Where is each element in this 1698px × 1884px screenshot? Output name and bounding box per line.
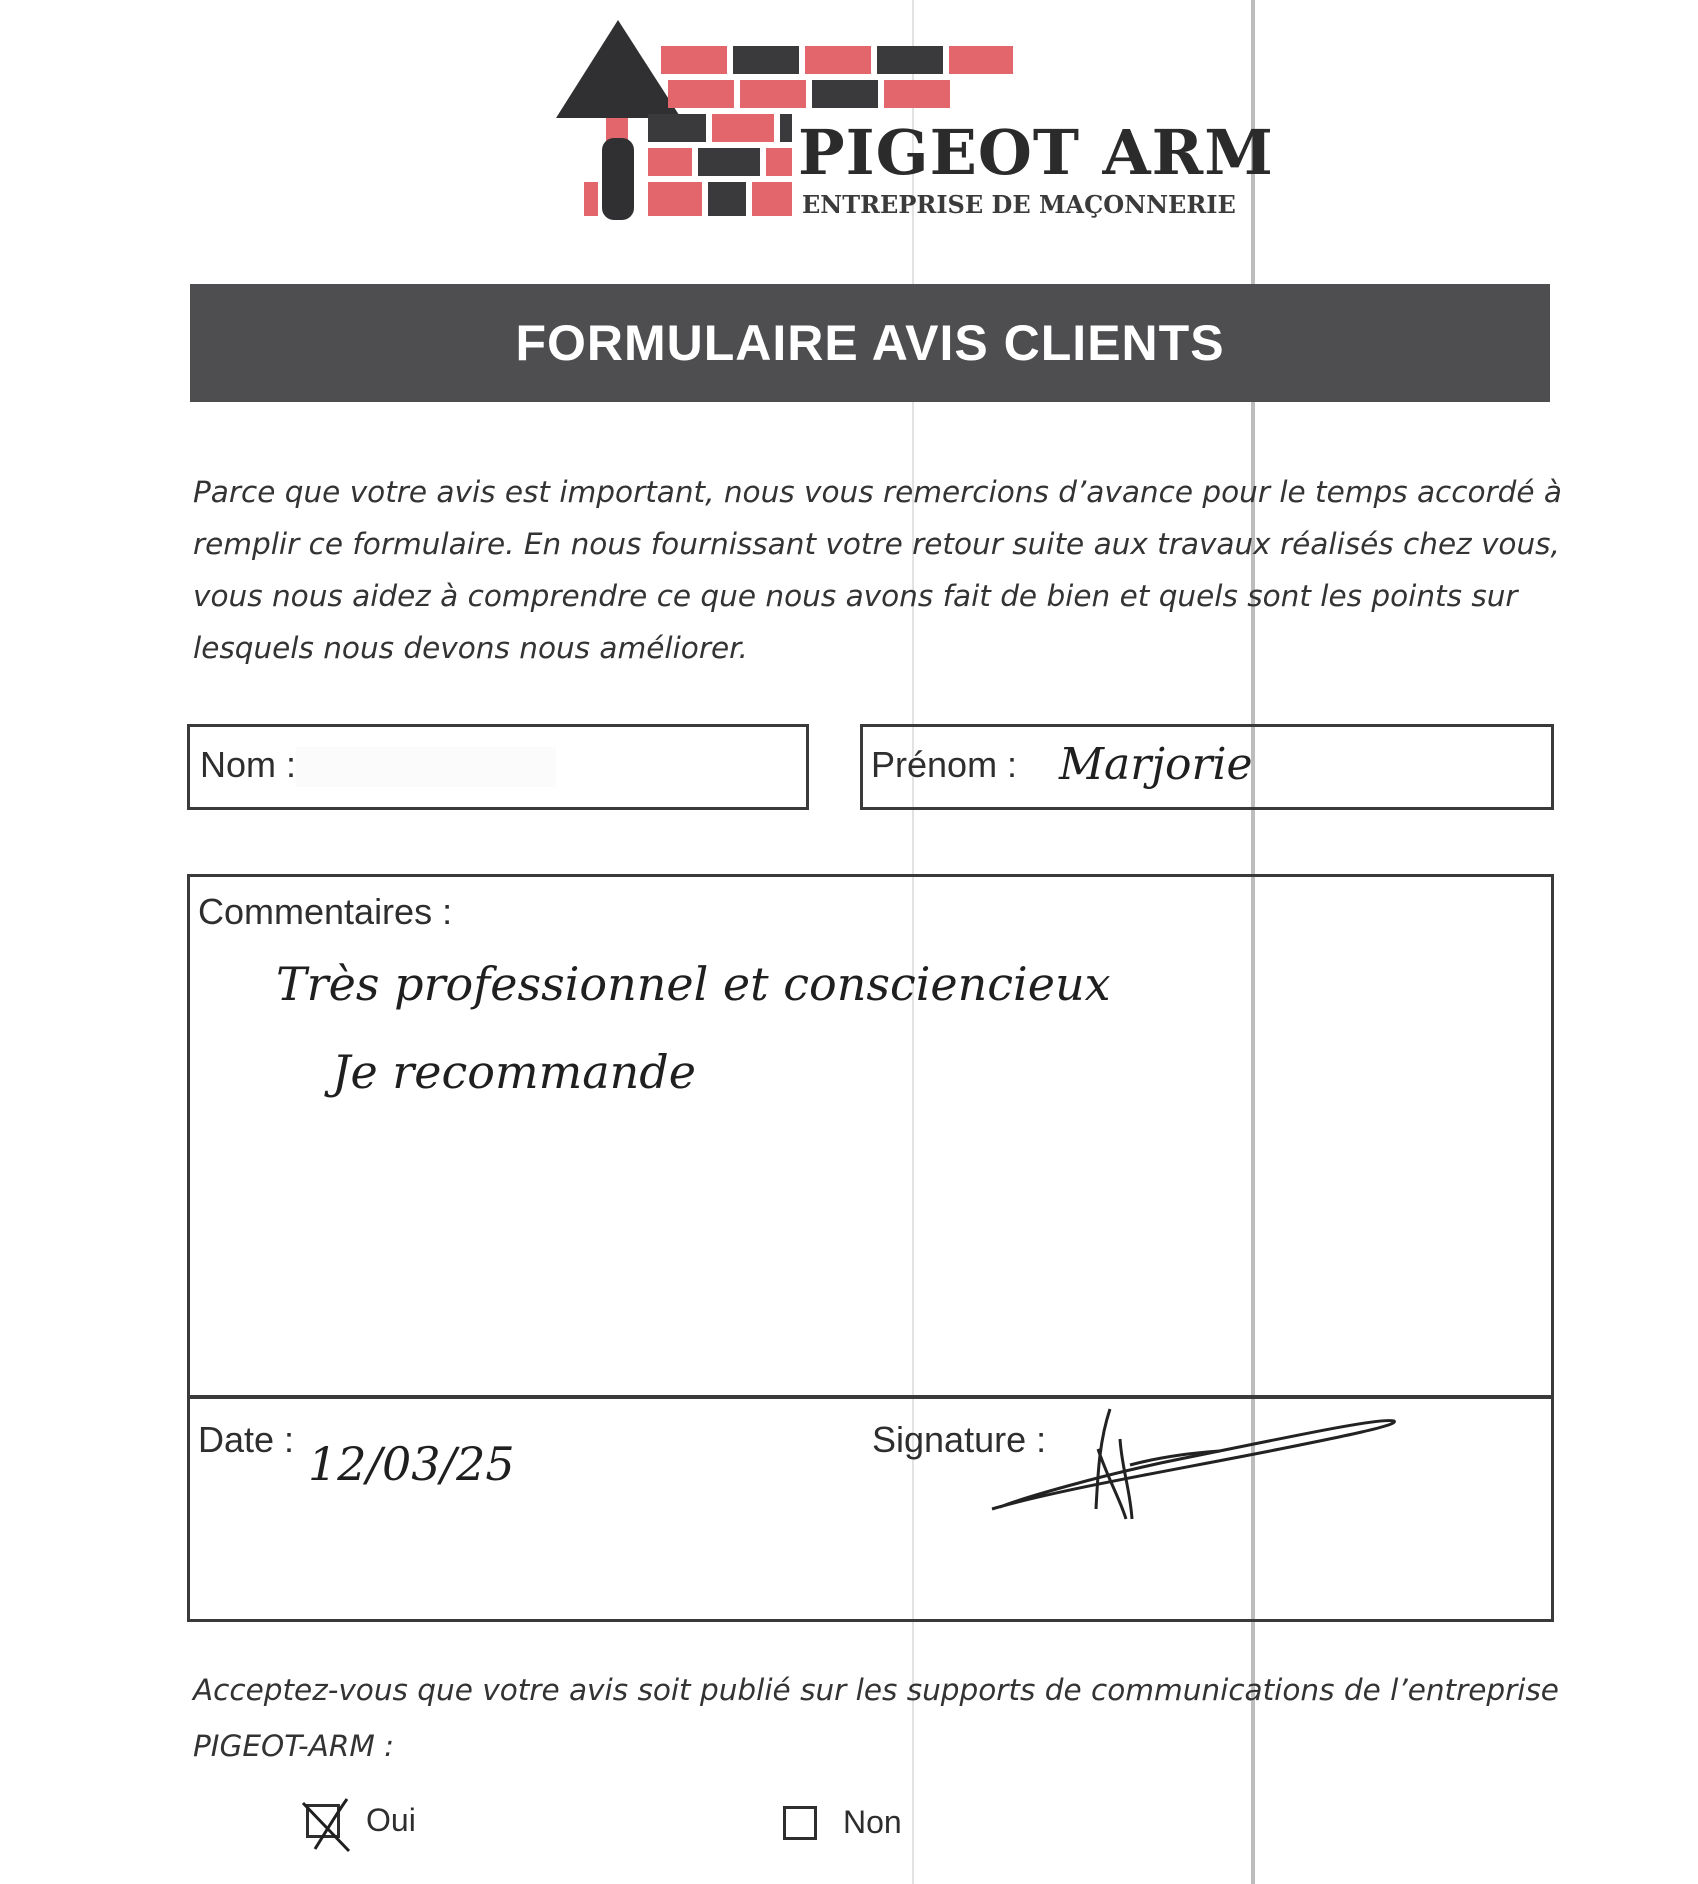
comment-line-2: Je recommande [332,1045,696,1099]
date-label: Date : [198,1419,295,1460]
company-tagline: ENTREPRISE DE MAÇONNERIE [802,190,1236,219]
signature-drawing [980,1399,1420,1539]
option-non[interactable] [783,1804,902,1841]
option-oui-label: Oui [366,1802,416,1838]
name-label: Nom : [200,744,297,785]
firstname-value: Marjorie [1059,739,1253,790]
firstname-field[interactable] [860,724,1554,810]
checkbox-non[interactable] [783,1806,817,1840]
intro-paragraph: Parce que votre avis est important, nous vous remercions d’avance pour le temps accordé à remplir ce formulaire. En nous fournissant votre retour suite aux travaux réalisés chez vous, vous nous aidez à comprendre ce que nous avons fait de bien et quels sont les points sur lesquels nous devons nous améliorer. [193,475,1562,665]
name-field[interactable] [187,724,809,810]
firstname-label: Prénom : [871,744,1018,785]
comments-label: Commentaires : [198,891,453,932]
consent-question: Acceptez-vous que votre avis soit publié sur les supports de communications de l’entreprise PIGEOT-ARM : [193,1673,1559,1763]
date-signature-field[interactable] [187,1396,1554,1622]
comments-field[interactable] [187,874,1554,1398]
form-title: FORMULAIRE AVIS CLIENTS [190,284,1550,402]
company-logo [556,18,1276,223]
date-value: 12/03/25 [308,1437,515,1491]
checkbox-oui[interactable] [306,1804,340,1838]
company-name: PIGEOT ARM [798,116,1274,189]
redacted-name [296,747,556,787]
signature-label: Signature : [872,1419,1047,1460]
option-non-label: Non [843,1804,902,1840]
option-oui[interactable] [306,1802,416,1839]
comment-line-1: Très professionnel et consciencieux [276,957,1111,1011]
check-mark-icon [297,1793,357,1855]
